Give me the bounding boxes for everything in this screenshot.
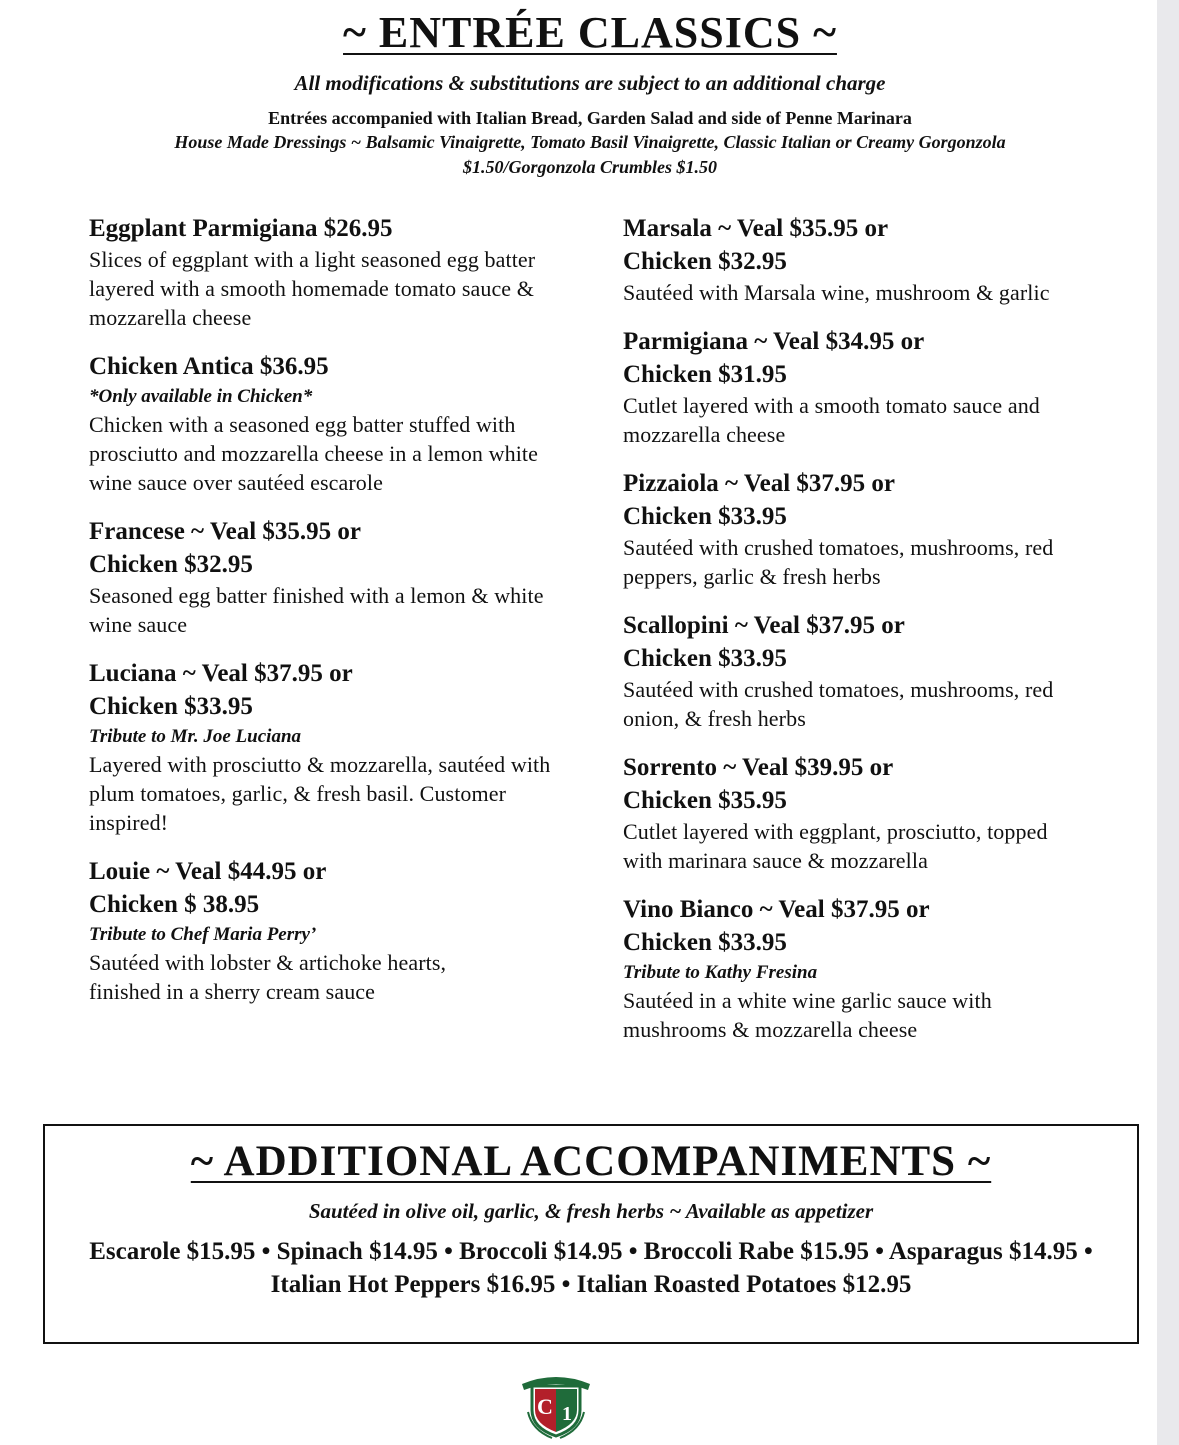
crest-number: 1	[562, 1403, 572, 1425]
item-description: Seasoned egg batter finished with a lemon & white wine sauce	[89, 583, 544, 637]
item-note: Tribute to Chef Maria Perry’	[89, 924, 317, 945]
item-description: Sautéed with Marsala wine, mushroom & garlic	[623, 280, 1050, 305]
item-description: Cutlet layered with eggplant, prosciutto, topped with marinara sauce & mozzarella	[623, 819, 1048, 873]
menu-item	[623, 751, 1093, 875]
item-name: Pizzaiola ~ Veal $37.95 or Chicken $33.95	[623, 470, 895, 530]
accompaniments-box	[43, 1124, 1139, 1344]
item-note: Tribute to Kathy Fresina	[623, 962, 818, 983]
item-name: Luciana ~ Veal $37.95 or Chicken $33.95	[89, 660, 353, 720]
item-description: Sautéed in a white wine garlic sauce with mushrooms & mozzarella cheese	[623, 988, 992, 1042]
menu-item	[623, 467, 1093, 591]
item-name: Marsala ~ Veal $35.95 or Chicken $32.95	[623, 215, 888, 275]
crest-logo	[518, 1366, 594, 1440]
menu-item	[623, 609, 1093, 733]
item-note: Tribute to Mr. Joe Luciana	[89, 726, 302, 747]
accompaniments-title: ~ ADDITIONAL ACCOMPANIMENTS ~	[190, 1138, 992, 1185]
item-description: Sautéed with crushed tomatoes, mushrooms, red peppers, garlic & fresh herbs	[623, 535, 1054, 589]
menu-header	[0, 8, 1179, 180]
menu-item	[623, 325, 1093, 449]
modifications-note: All modifications & substitutions are subject to an additional charge	[294, 71, 886, 95]
menu-item	[89, 657, 579, 837]
dressings-note: House Made Dressings ~ Balsamic Vinaigrette, Tomato Basil Vinaigrette, Classic Italian or Creamy Gorgonzola $1.50/Gorgonzola Crumbles $1.50	[174, 132, 1006, 177]
menu-item	[89, 855, 579, 1006]
item-description: Sautéed with lobster & artichoke hearts, finished in a sherry cream sauce	[89, 950, 447, 1004]
item-name: Louie ~ Veal $44.95 or Chicken $ 38.95	[89, 858, 326, 918]
right-column	[623, 212, 1093, 1062]
item-description: Layered with prosciutto & mozzarella, sautéed with plum tomatoes, garlic, & fresh basil. Customer inspired!	[89, 752, 551, 835]
item-description: Cutlet layered with a smooth tomato sauce and mozzarella cheese	[623, 393, 1040, 447]
accompaniments-list: Escarole $15.95 • Spinach $14.95 • Broccoli $14.95 • Broccoli Rabe $15.95 • Asparagus $14.95 • Italian Hot Peppers $16.95 • Italian Roasted Potatoes $12.95	[89, 1238, 1093, 1298]
item-description: Slices of eggplant with a light seasoned egg batter layered with a smooth homemade tomato sauce & mozzarella cheese	[89, 247, 536, 330]
menu-item	[623, 212, 1093, 307]
menu-item	[89, 212, 579, 332]
accompanied-note: Entrées accompanied with Italian Bread, Garden Salad and side of Penne Marinara	[268, 108, 912, 128]
item-name: Sorrento ~ Veal $39.95 or Chicken $35.95	[623, 754, 893, 814]
item-name: Vino Bianco ~ Veal $37.95 or Chicken $33.95	[623, 896, 930, 956]
menu-item	[89, 515, 579, 639]
item-name: Chicken Antica $36.95	[89, 353, 329, 380]
item-description: Sautéed with crushed tomatoes, mushrooms, red onion, & fresh herbs	[623, 677, 1054, 731]
left-column	[89, 212, 579, 1024]
item-description: Chicken with a seasoned egg batter stuffed with prosciutto and mozzarella cheese in a lemon white wine sauce over sautéed escarole	[89, 412, 539, 495]
menu-item	[623, 893, 1093, 1044]
item-name: Parmigiana ~ Veal $34.95 or Chicken $31.95	[623, 328, 924, 388]
menu-item	[89, 350, 579, 497]
item-name: Francese ~ Veal $35.95 or Chicken $32.95	[89, 518, 361, 578]
accompaniments-subtitle: Sautéed in olive oil, garlic, & fresh herbs ~ Available as appetizer	[308, 1199, 874, 1223]
page-title: ~ ENTRÉE CLASSICS ~	[343, 8, 837, 57]
item-note: *Only available in Chicken*	[89, 386, 313, 407]
crest-letter: C	[537, 1394, 553, 1419]
item-name: Scallopini ~ Veal $37.95 or Chicken $33.95	[623, 612, 905, 672]
item-name: Eggplant Parmigiana $26.95	[89, 215, 393, 242]
